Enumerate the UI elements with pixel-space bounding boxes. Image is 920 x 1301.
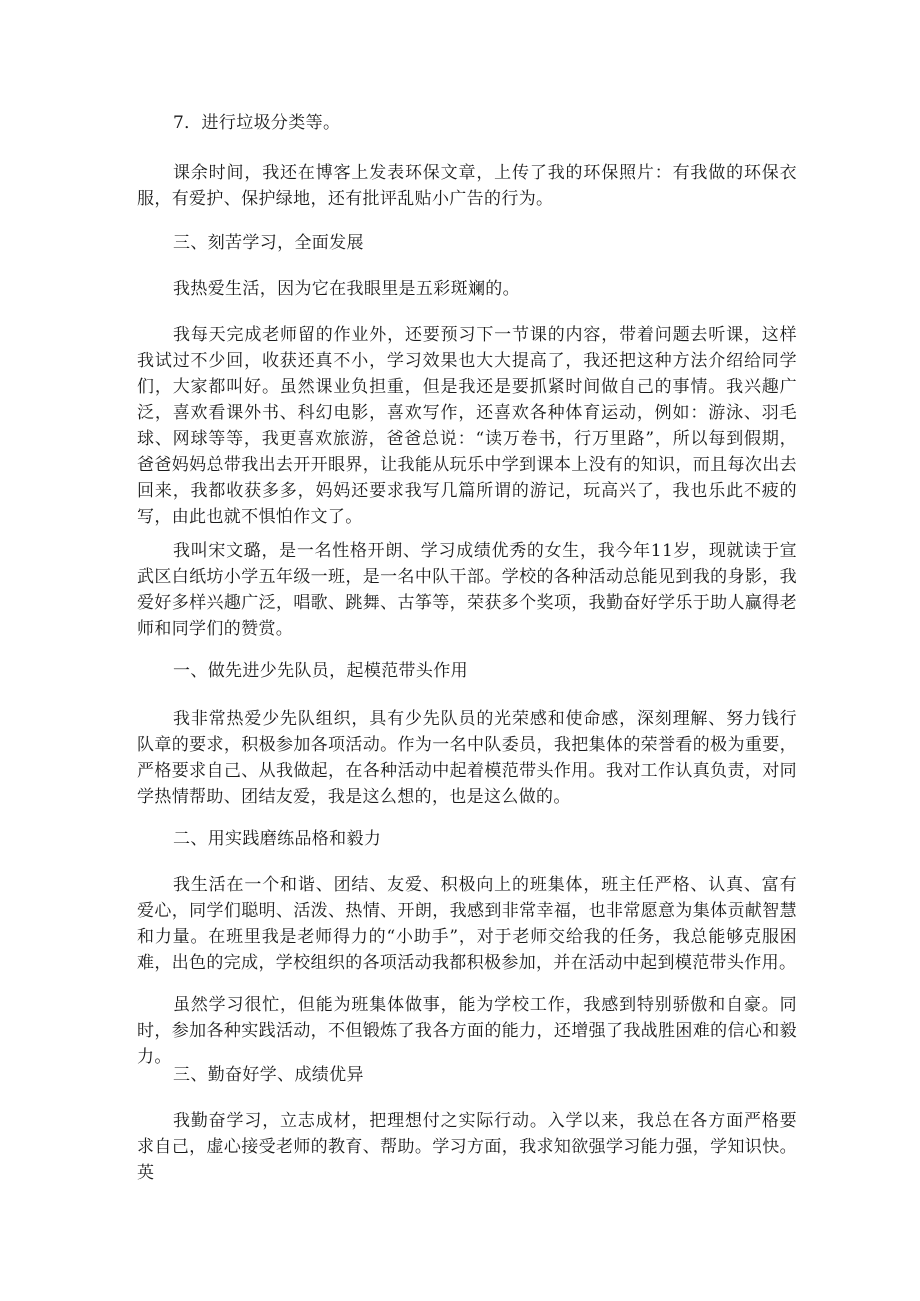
paragraph-pioneer: 我非常热爱少先队组织，具有少先队员的光荣感和使命感，深刻理解、努力钱行队章的要求，积极参加各项活动。作为一名中队委员，我把集体的荣誉看的极为重要，严格要求自己、从我做起，在各种活动中起着模范带头作用。我对工作认真负责，对同学热情帮助、团结友爱，我是这么想的，也是这么做的。 [137, 709, 797, 807]
section-heading-pioneer: 一、做先进少先队员，起模范带头作用 [173, 661, 468, 681]
paragraph-daily-study: 我每天完成老师留的作业外，还要预习下一节课的内容，带着问题去听课，这样我试过不少回，收获还真不小，学习效果也大大提高了，我还把这种方法介绍给同学们，大家都叫好。虽然课业负担重，但是我还是要抓紧时间做自己的事情。我兴趣广泛，喜欢看课外书、科幻电影，喜欢写作，还喜欢各种体育运动，例如：游泳、羽毛球、网球等等，我更喜欢旅游，爸爸总说：“读万卷书，行万里路”，所以每到假期，爸爸妈妈总带我出去开开眼界，让我能从玩乐中学到课本上没有的知识，而且每次出去回来，我都收获多多，妈妈还要求我写几篇所谓的游记，玩高兴了，我也乐此不疲的写，由此也就不惧怕作文了。 [137, 325, 797, 527]
paragraph-diligent: 我勤奋学习，立志成材，把理想付之实际行动。入学以来，我总在各方面严格要求自己，虚心接受老师的教育、帮助。学习方面，我求知欲强学习能力强，学知识快。英 [137, 1111, 797, 1183]
section-heading-study: 三、刻苦学习，全面发展 [173, 233, 364, 253]
paragraph-class-collective: 我生活在一个和谐、团结、友爱、积极向上的班集体，班主任严格、认真、富有爱心，同学们聪明、活泼、热情、开朗，我感到非常幸福，也非常愿意为集体贡献智慧和力量。在班里我是老师得力的“小助手”，对于老师交给我的任务，我总能够克服困难，出色的完成，学校组织的各项活动我都积极参加，并在活动中起到模范带头作用。 [137, 875, 797, 973]
paragraph-pride: 虽然学习很忙，但能为班集体做事，能为学校工作，我感到特别骄傲和自豪。同时，参加各种实践活动，不但锻炼了我各方面的能力，还增强了我战胜困难的信心和毅力。 [137, 995, 797, 1067]
paragraph-introduction: 我叫宋文璐，是一名性格开朗、学习成绩优秀的女生，我今年11岁，现就读于宣武区白纸坊小学五年级一班，是一名中队干部。学校的各种活动总能见到我的身影，我爱好多样兴趣广泛，唱歌、跳舞、古筝等，荣获多个奖项，我勤奋好学乐于助人赢得老师和同学们的赞赏。 [137, 541, 797, 639]
list-item-7: 7．进行垃圾分类等。 [173, 113, 341, 133]
paragraph-love-life: 我热爱生活，因为它在我眼里是五彩斑斓的。 [173, 279, 520, 299]
section-heading-diligent: 三、勤奋好学、成绩优异 [173, 1065, 364, 1085]
section-heading-practice: 二、用实践磨练品格和毅力 [173, 829, 382, 849]
paragraph-blog: 课余时间，我还在博客上发表环保文章，上传了我的环保照片：有我做的环保衣服，有爱护、保护绿地，还有批评乱贴小广告的行为。 [137, 163, 797, 209]
